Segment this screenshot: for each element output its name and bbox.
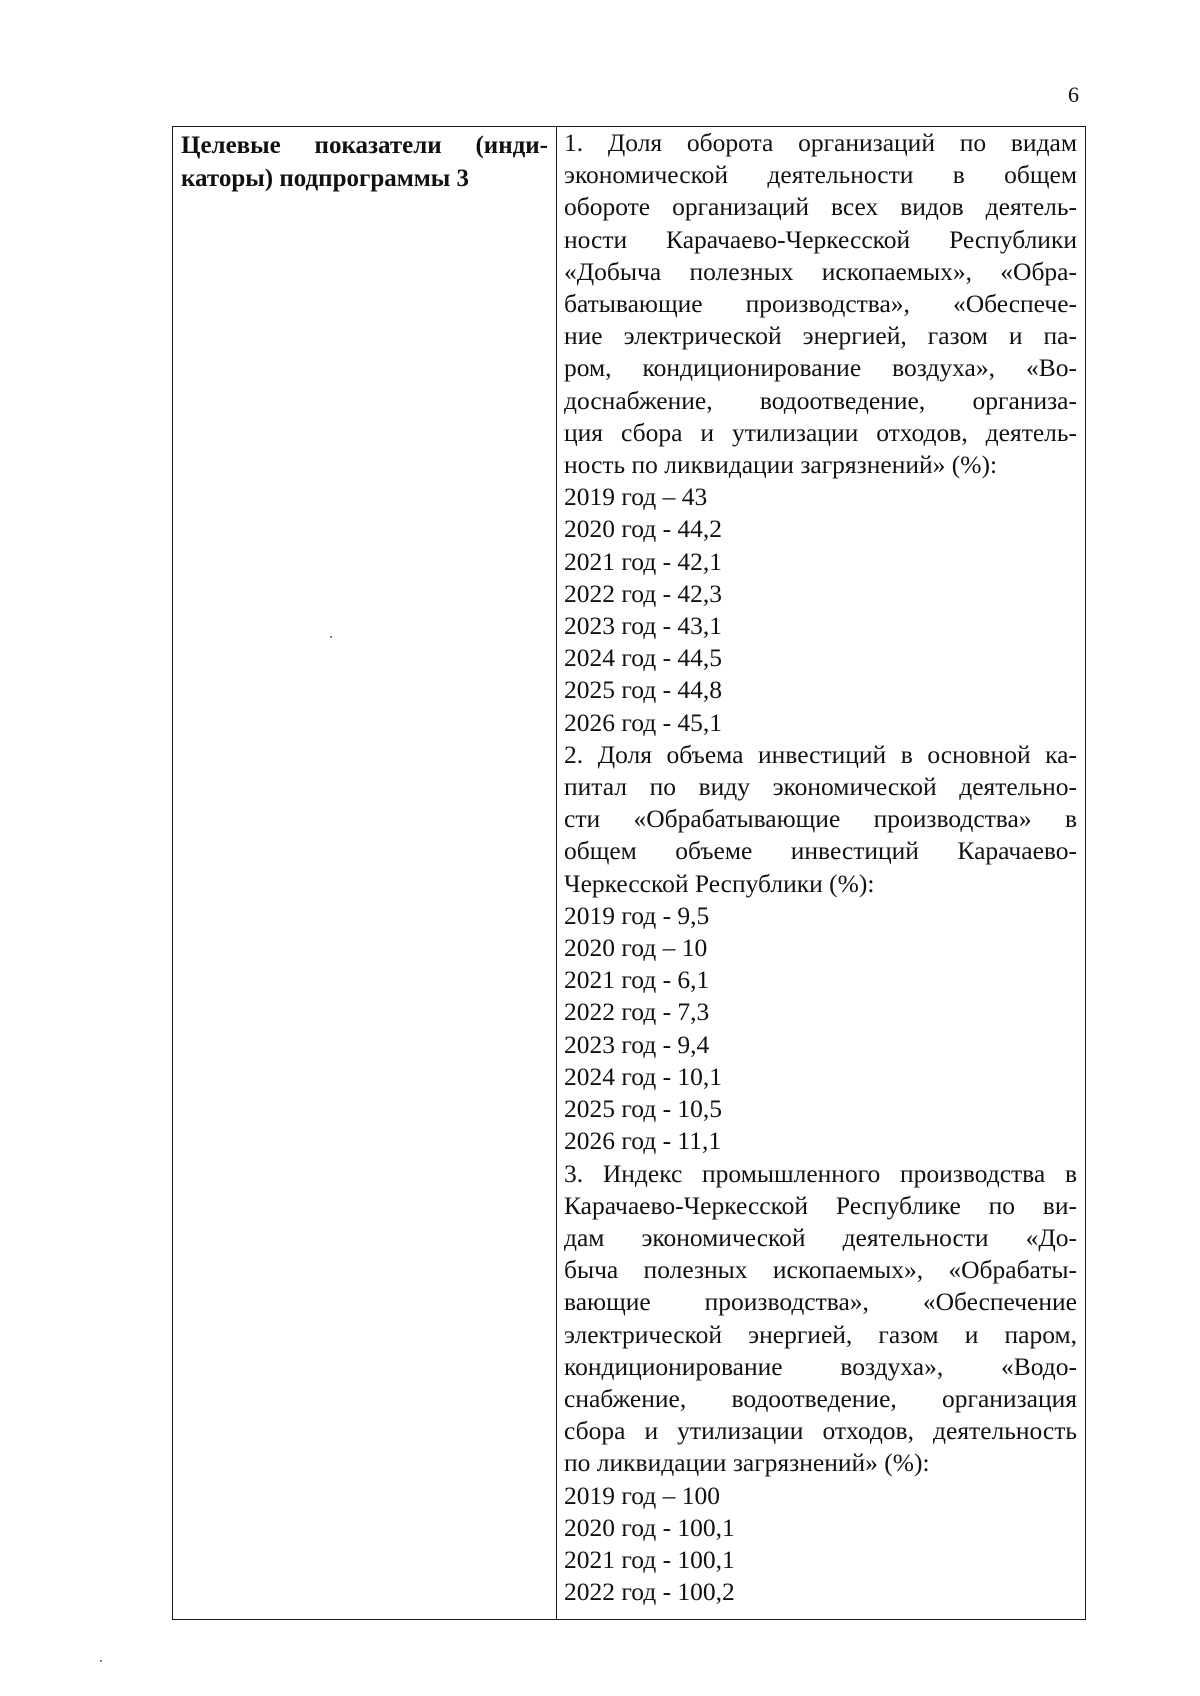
content-line: 2024 год - 10,1	[564, 1061, 723, 1091]
content-line: вающие производства», «Обеспечение	[564, 1287, 1077, 1317]
page-number: 6	[1068, 82, 1079, 107]
content-line: 2026 год - 11,1	[564, 1126, 722, 1156]
content-line: 2021 год - 42,1	[564, 546, 723, 576]
content-line: 1. Доля оборота организаций по видам	[564, 128, 1077, 157]
content-line: 2025 год - 44,8	[564, 675, 723, 705]
content-line: 2022 год - 42,3	[564, 578, 723, 608]
content-line: 2019 год – 100	[564, 1480, 720, 1510]
content-line: 2020 год - 44,2	[564, 514, 723, 544]
scan-speck	[100, 1660, 102, 1662]
header-line: каторы) подпрограммы 3	[181, 165, 470, 192]
content-line: 2021 год - 6,1	[564, 965, 710, 995]
content-line: 2022 год - 7,3	[564, 997, 710, 1027]
content-line: батывающие производства», «Обеспече-	[564, 289, 1077, 319]
table-content-cell	[557, 127, 1085, 1619]
content-line: 2019 год – 43	[564, 482, 708, 512]
content-line: 2026 год - 45,1	[564, 707, 723, 737]
content-line: Черкесской Республики (%):	[564, 868, 875, 898]
content-line: дам экономической деятельности «До-	[564, 1222, 1077, 1252]
content-line: 2. Доля объема инвестиций в основной ка-	[564, 739, 1077, 769]
content-line: общем объеме инвестиций Карачаево-	[564, 836, 1077, 866]
content-line: ности Карачаево-Черкесской Республики	[564, 224, 1077, 254]
content-line: ность по ликвидации загрязнений» (%):	[564, 450, 998, 480]
content-line: 2023 год - 9,4	[564, 1029, 710, 1059]
table-header-cell	[173, 127, 557, 1619]
content-line: 2022 год - 100,2	[564, 1577, 735, 1607]
indicators-table	[172, 126, 1086, 1620]
content-line: экономической деятельности в общем	[564, 160, 1077, 190]
content-line: 2021 год - 100,1	[564, 1544, 735, 1574]
content-line: 3. Индекс промышленного производства в	[564, 1158, 1077, 1188]
content-line: 2020 год - 100,1	[564, 1512, 735, 1542]
content-line: обороте организаций всех видов деятель-	[564, 192, 1077, 222]
header-line: Целевые показатели (инди-	[181, 132, 548, 159]
content-line: сбора и утилизации отходов, деятельность	[564, 1416, 1077, 1446]
content-line: 2019 год - 9,5	[564, 900, 710, 930]
scan-speck	[330, 636, 332, 638]
content-line: ром, кондиционирование воздуха», «Во-	[564, 353, 1077, 383]
content-line: 2025 год - 10,5	[564, 1094, 723, 1124]
content-line: 2024 год - 44,5	[564, 643, 723, 673]
content-line: доснабжение, водоотведение, организа-	[564, 385, 1077, 415]
content-line: электрической энергией, газом и паром,	[564, 1319, 1077, 1349]
content-line: ция сбора и утилизации отходов, деятель-	[564, 417, 1077, 447]
content-line: быча полезных ископаемых», «Обрабаты-	[564, 1255, 1077, 1285]
content-line: 2023 год - 43,1	[564, 611, 723, 641]
content-line: Карачаево-Черкесской Республике по ви-	[564, 1190, 1077, 1220]
content-line: по ликвидации загрязнений» (%):	[564, 1448, 930, 1478]
content-line: питал по виду экономической деятельно-	[564, 772, 1077, 802]
content-line: 2020 год – 10	[564, 933, 708, 963]
content-line: снабжение, водоотведение, организация	[564, 1383, 1077, 1413]
content-line: кондиционирование воздуха», «Водо-	[564, 1351, 1077, 1381]
content-line: ние электрической энергией, газом и па-	[564, 321, 1077, 351]
content-line: «Добыча полезных ископаемых», «Обра-	[564, 256, 1077, 286]
content-line: сти «Обрабатывающие производства» в	[564, 804, 1077, 834]
